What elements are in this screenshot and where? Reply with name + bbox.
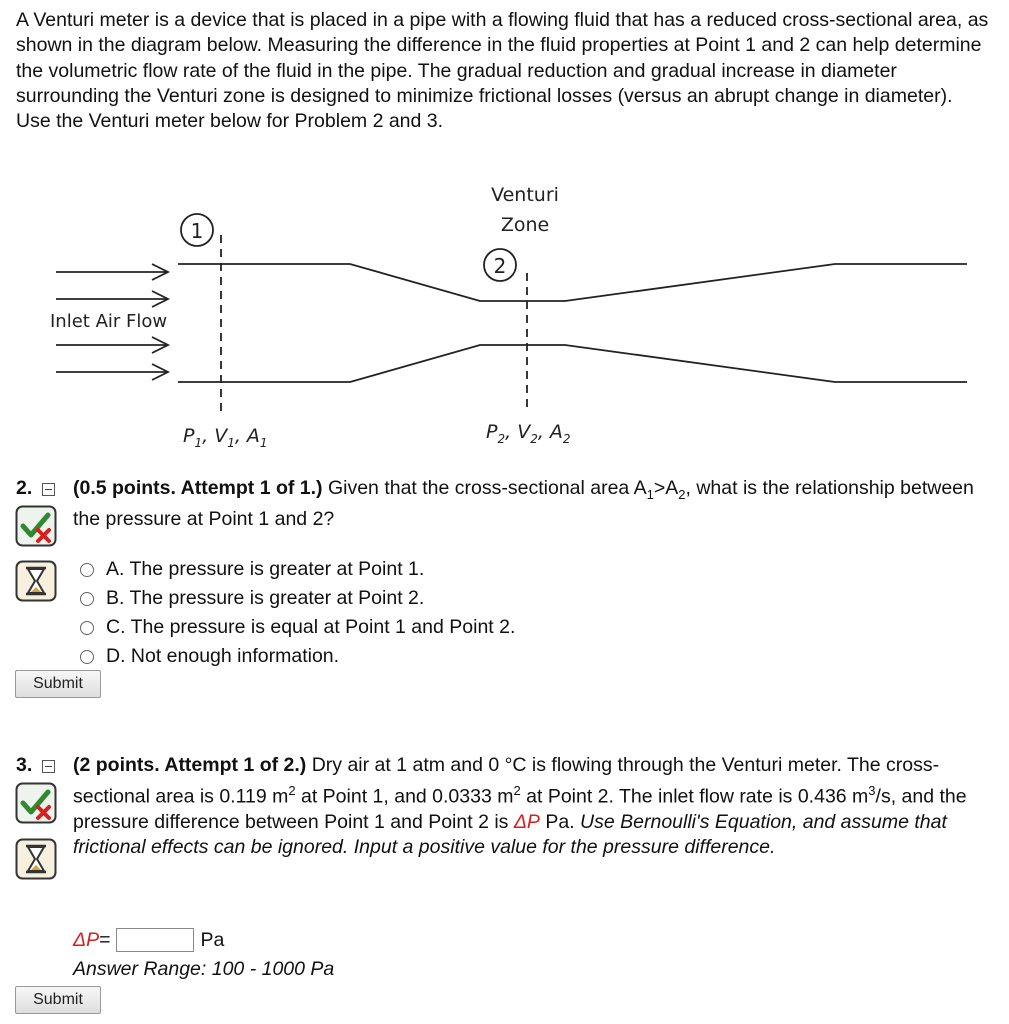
unit-label: Pa bbox=[200, 928, 225, 951]
q3-answer-row bbox=[73, 928, 224, 952]
q2-collapse-toggle[interactable] bbox=[42, 483, 55, 496]
q2-number: 2. bbox=[16, 477, 33, 499]
q3-number: 3. bbox=[16, 754, 33, 776]
q2-prompt: (0.5 points. Attempt 1 of 1.) Given that the cross-sectional area $A_1>A_2$, what is the relationship between the pressure at Point 1 and 2? bbox=[73, 477, 974, 531]
venturi-diagram bbox=[0, 175, 1009, 455]
q2-option-b[interactable]: B. The pressure is greater at Point 2. bbox=[80, 584, 515, 613]
radio-button[interactable] bbox=[80, 621, 94, 635]
delta-p-input[interactable] bbox=[116, 928, 194, 952]
q3-hourglass-icon[interactable] bbox=[15, 838, 57, 880]
q2-option-d[interactable]: D. Not enough information. bbox=[80, 642, 515, 671]
point1-number: 1 bbox=[190, 219, 204, 243]
q2-check-answer-icon[interactable] bbox=[15, 505, 57, 547]
inlet-air-flow-label: Inlet Air Flow bbox=[50, 311, 168, 332]
q3-submit-button[interactable]: Submit bbox=[15, 986, 101, 1014]
radio-button[interactable] bbox=[80, 563, 94, 577]
delta-p-label: ΔP bbox=[73, 928, 100, 951]
q2-submit-button[interactable]: Submit bbox=[15, 670, 101, 698]
q3-prompt: (2 points. Attempt 1 of 2.) Dry air at 1 atm and 0 °C is flowing through the Venturi meter. The cross-sectional area is 0.119 $m^2$ at Point 1, and 0.0333 $m^2$ at Point 2. The inlet flow rate is 0.436 $m^3/s$, and the pressure difference between Point 1 and Point 2 is ΔP Pa. Use Bernoulli's Equation, and assume that frictional effects can be ignored. Input a positive value for the pressure difference. bbox=[73, 754, 967, 859]
q3-collapse-toggle[interactable] bbox=[42, 760, 55, 773]
point2-variables-label: $P_2$, $V_2$, $A_2$ bbox=[486, 421, 571, 446]
point2-number: 2 bbox=[493, 254, 507, 278]
venturi-zone-label-line2: Zone bbox=[500, 214, 550, 236]
pipe-top-wall bbox=[178, 264, 967, 301]
equals-sign: = bbox=[99, 928, 111, 951]
q2-choices bbox=[80, 555, 515, 671]
point1-variables-label: $P_1$, $V_1$, $A_1$ bbox=[183, 425, 268, 450]
pipe-bottom-wall bbox=[178, 345, 967, 382]
intro-paragraph: A Venturi meter is a device that is placed in a pipe with a flowing fluid that has a reduced cross-sectional area, as shown in the diagram below. Measuring the difference in the fluid properties at Point 1 and 2 can help determine the volumetric flow rate of the fluid in the pipe. The gradual reduction and gradual increase in diameter surrounding the Venturi zone is designed to minimize frictional losses (versus an abrupt change in diameter). Use the Venturi meter below for Problem 2 and 3. bbox=[16, 9, 989, 133]
radio-button[interactable] bbox=[80, 592, 94, 606]
answer-range: Answer Range: 100 - 1000 Pa bbox=[73, 958, 335, 980]
venturi-zone-label-line1: Venturi bbox=[491, 184, 559, 206]
radio-button[interactable] bbox=[80, 650, 94, 664]
q2-hourglass-icon[interactable] bbox=[15, 560, 57, 602]
q2-option-c[interactable]: C. The pressure is equal at Point 1 and Point 2. bbox=[80, 613, 515, 642]
q2-option-a[interactable]: A. The pressure is greater at Point 1. bbox=[80, 555, 515, 584]
q3-check-answer-icon[interactable] bbox=[15, 782, 57, 824]
